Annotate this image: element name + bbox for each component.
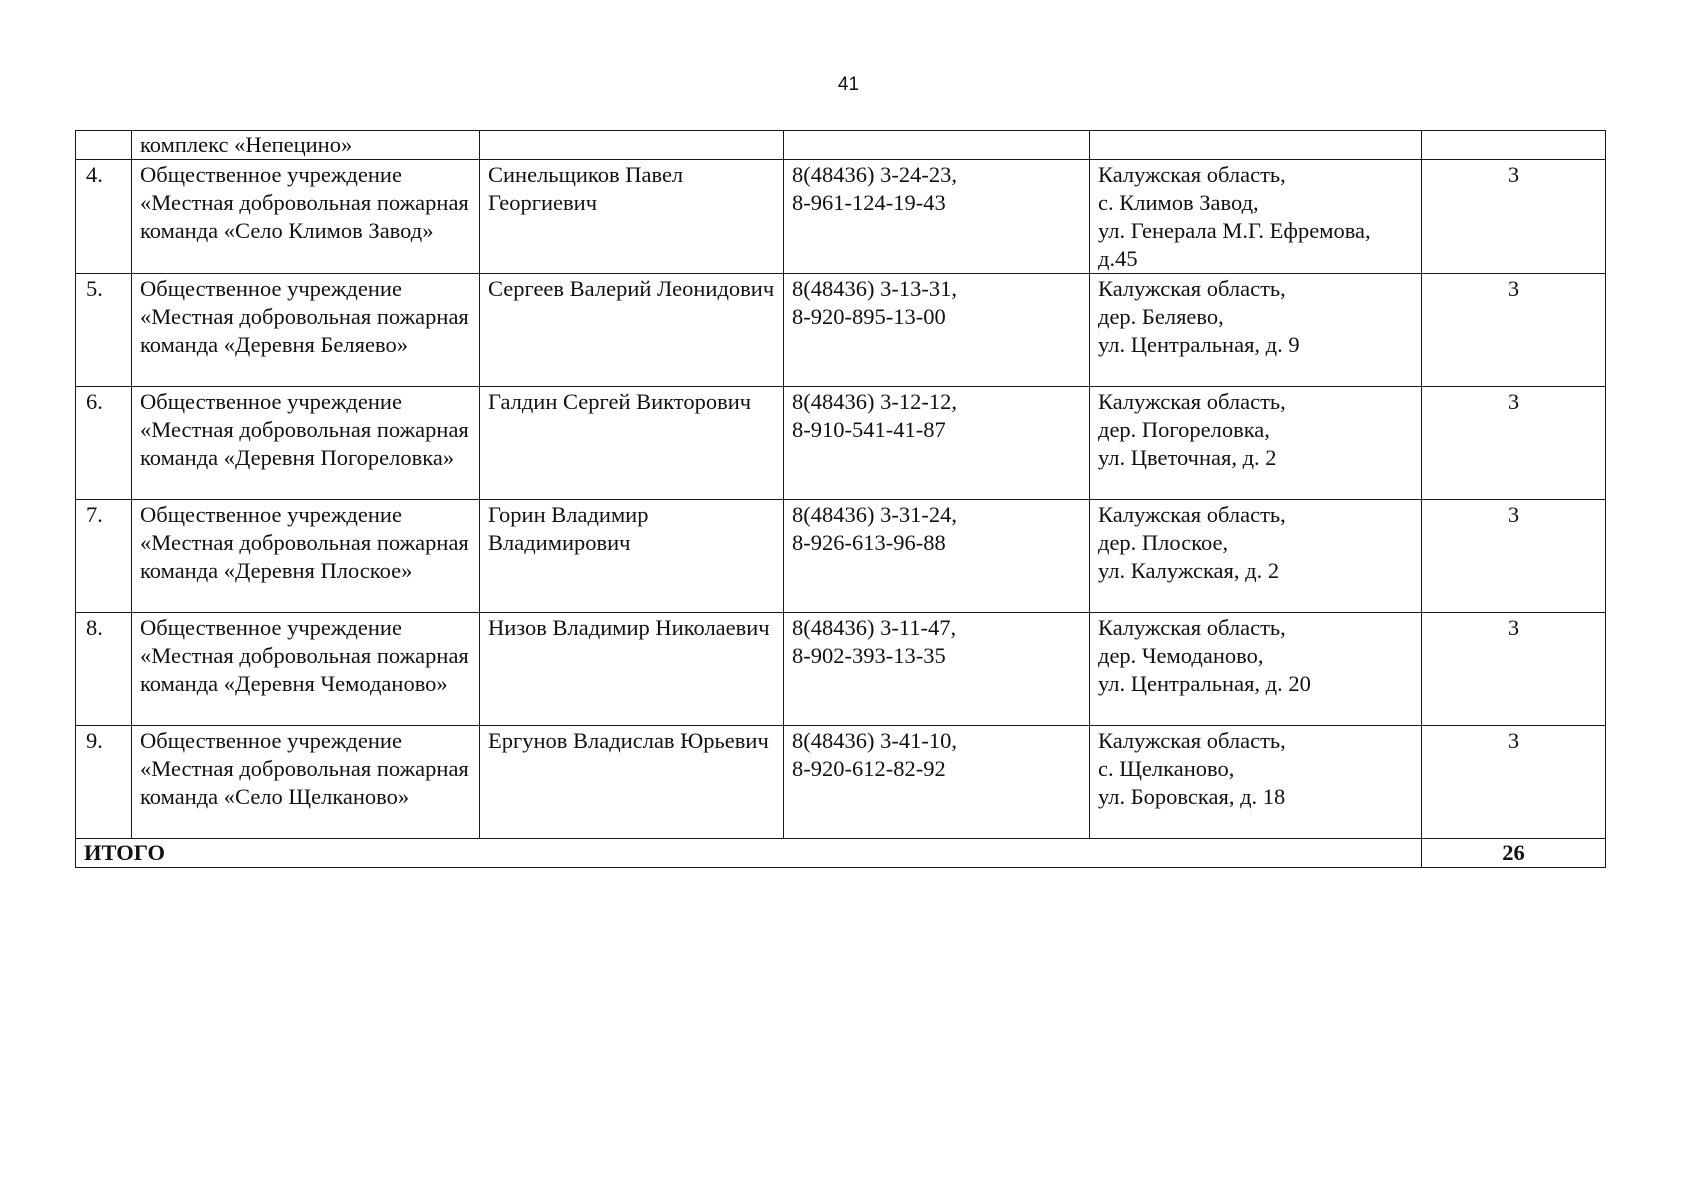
phone-line: 8-961-124-19-43 [792, 190, 946, 215]
phone-cell [784, 613, 1090, 726]
total-label: ИТОГО [76, 839, 1422, 868]
address-line: ул. Генерала М.Г. Ефремова, д.45 [1098, 218, 1371, 271]
phone-line: 8-920-895-13-00 [792, 304, 946, 329]
count-cell: 3 [1422, 160, 1606, 274]
count-cell: 3 [1422, 387, 1606, 500]
phone-cell [784, 160, 1090, 274]
address-line: ул. Калужская, д. 2 [1098, 558, 1280, 583]
phone-line: 8(48436) 3-31-24, [792, 502, 957, 527]
organization-name: Общественное учреждение «Местная добровольная пожарная команда «Село Щелканово» [140, 728, 469, 809]
total-value: 26 [1422, 839, 1606, 868]
address-line: Калужская область, [1098, 162, 1286, 187]
row-number-cell: 7. [76, 500, 132, 613]
row-number-cell: 4. [76, 160, 132, 274]
row-number-cell: 5. [76, 274, 132, 387]
head-name-cell: Галдин Сергей Викторович [480, 387, 784, 500]
organization-name: Общественное учреждение «Местная добровольная пожарная команда «Деревня Погореловка» [140, 389, 469, 470]
table-row [76, 613, 1606, 726]
organization-name: Общественное учреждение «Местная добровольная пожарная команда «Деревня Плоское» [140, 502, 469, 583]
phone-line: 8(48436) 3-11-47, [792, 615, 957, 640]
table-row-continuation [76, 131, 1606, 160]
count-cell: 3 [1422, 274, 1606, 387]
organization-cell [132, 500, 480, 613]
page-number: 41 [837, 74, 860, 95]
phone-cell [784, 131, 1090, 160]
phone-line: 8(48436) 3-24-23, [792, 162, 957, 187]
address-cell [1090, 613, 1422, 726]
count-cell: 3 [1422, 500, 1606, 613]
address-line: дер. Чемоданово, [1098, 643, 1264, 668]
address-line: дер. Беляево, [1098, 304, 1224, 329]
phone-line: 8-920-612-82-92 [792, 756, 946, 781]
organization-cell [132, 274, 480, 387]
address-cell [1090, 274, 1422, 387]
organization-cell [132, 160, 480, 274]
phone-cell [784, 274, 1090, 387]
head-name-cell: Синельщиков Павел Георгиевич [480, 160, 784, 274]
address-line: Калужская область, [1098, 728, 1286, 753]
phone-cell [784, 500, 1090, 613]
address-cell [1090, 726, 1422, 839]
row-number-cell: 9. [76, 726, 132, 839]
table-row [76, 500, 1606, 613]
table-row [76, 726, 1606, 839]
organization-cell [132, 726, 480, 839]
fire-brigade-table [75, 130, 1606, 868]
phone-cell [784, 726, 1090, 839]
address-line: ул. Центральная, д. 9 [1098, 332, 1300, 357]
organization-name: Общественное учреждение «Местная добровольная пожарная команда «Деревня Чемоданово» [140, 615, 469, 696]
address-line: Калужская область, [1098, 276, 1286, 301]
organization-cell [132, 387, 480, 500]
organization-cell [132, 613, 480, 726]
row-number-cell: 8. [76, 613, 132, 726]
total-row [76, 839, 1606, 868]
count-cell: 3 [1422, 613, 1606, 726]
address-line: ул. Цветочная, д. 2 [1098, 445, 1277, 470]
phone-line: 8-926-613-96-88 [792, 530, 946, 555]
address-line: Калужская область, [1098, 615, 1286, 640]
table-row [76, 387, 1606, 500]
organization-name: Общественное учреждение «Местная добровольная пожарная команда «Деревня Беляево» [140, 276, 469, 357]
phone-line: 8(48436) 3-12-12, [792, 389, 957, 414]
address-line: дер. Плоское, [1098, 530, 1229, 555]
phone-cell [784, 387, 1090, 500]
organization-name: Общественное учреждение «Местная добровольная пожарная команда «Село Климов Завод» [140, 162, 469, 243]
count-cell [1422, 131, 1606, 160]
head-name-cell: Сергеев Валерий Леонидович [480, 274, 784, 387]
head-name-cell [480, 131, 784, 160]
phone-line: 8-910-541-41-87 [792, 417, 946, 442]
address-line: Калужская область, [1098, 502, 1286, 527]
address-line: дер. Погореловка, [1098, 417, 1270, 442]
address-line: Калужская область, [1098, 389, 1286, 414]
address-line: с. Щелканово, [1098, 756, 1235, 781]
phone-line: 8(48436) 3-13-31, [792, 276, 957, 301]
address-cell [1090, 387, 1422, 500]
phone-line: 8-902-393-13-35 [792, 643, 946, 668]
table-row [76, 160, 1606, 274]
address-line: с. Климов Завод, [1098, 190, 1259, 215]
address-cell [1090, 160, 1422, 274]
address-line: ул. Боровская, д. 18 [1098, 784, 1286, 809]
address-cell [1090, 131, 1422, 160]
head-name-cell: Низов Владимир Николаевич [480, 613, 784, 726]
address-cell [1090, 500, 1422, 613]
head-name-cell: Ергунов Владислав Юрьевич [480, 726, 784, 839]
table-row [76, 274, 1606, 387]
head-name-cell: Горин Владимир Владимирович [480, 500, 784, 613]
count-cell: 3 [1422, 726, 1606, 839]
row-number-cell [76, 131, 132, 160]
phone-line: 8(48436) 3-41-10, [792, 728, 957, 753]
organization-cell: комплекс «Непецино» [132, 131, 480, 160]
row-number-cell: 6. [76, 387, 132, 500]
address-line: ул. Центральная, д. 20 [1098, 671, 1311, 696]
